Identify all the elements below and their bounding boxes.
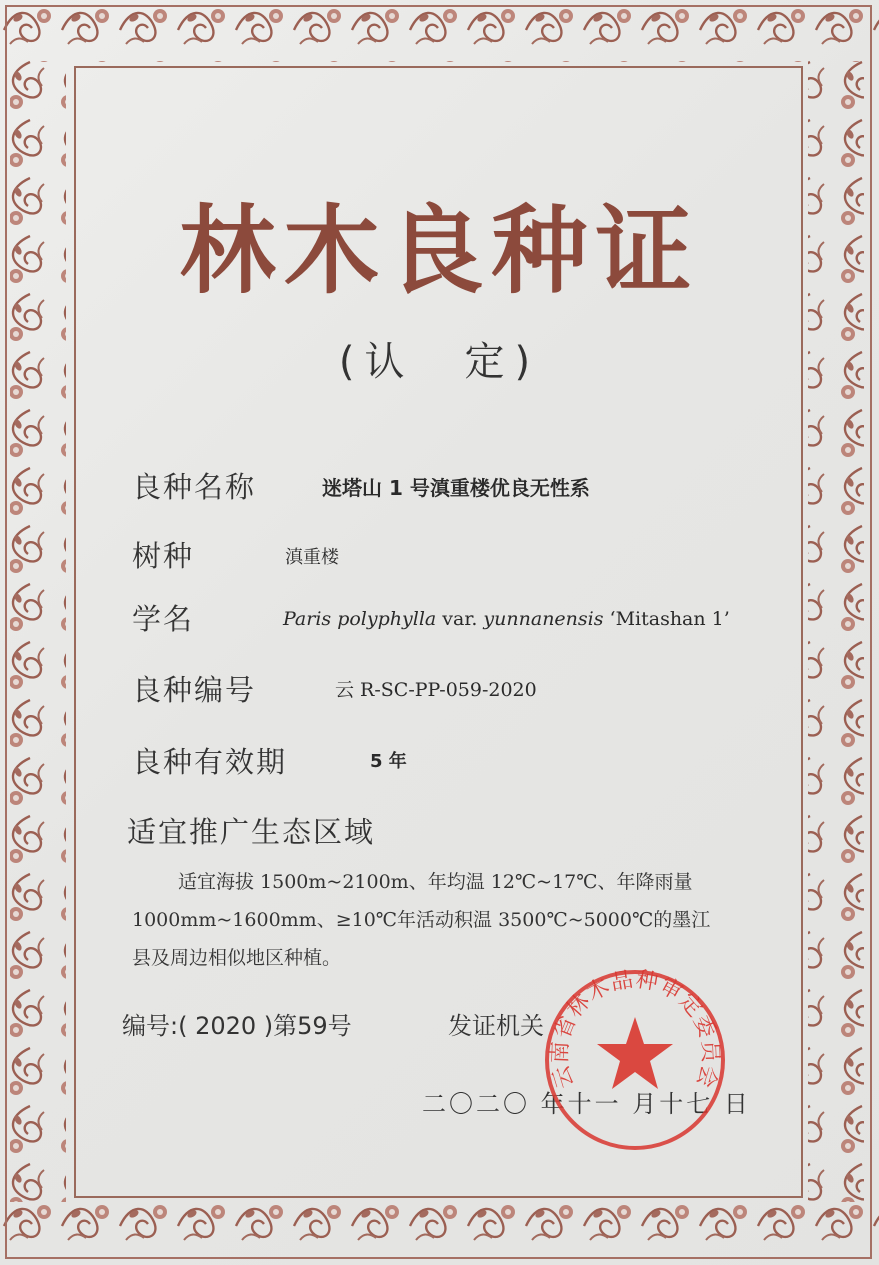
value-variety-number: 云 R-SC-PP-059-2020: [335, 679, 537, 701]
official-seal: [540, 965, 730, 1155]
value-tree-species: 滇重楼: [285, 547, 339, 568]
scientific-variety: yunnanensis: [483, 608, 604, 630]
label-variety-number: 良种编号: [132, 673, 257, 707]
issuing-authority-label: 发证机关: [448, 1012, 544, 1040]
region-line-3: 县及周边相似地区种植。: [132, 947, 342, 969]
region-line-1: 适宜海拔 1500m~2100m、年均温 12℃~17℃、年降雨量: [178, 871, 693, 893]
region-description: [132, 863, 732, 977]
certificate-title: 林木良种证: [179, 195, 700, 307]
label-tree-species: 树种: [132, 539, 195, 573]
issue-date: 二〇二〇 年十一 月十七 日: [422, 1090, 751, 1118]
value-variety-name: 迷塔山 1 号滇重楼优良无性系: [322, 476, 590, 500]
certificate-number: 编号:( 2020 )第59号: [122, 1012, 352, 1040]
svg-text:云南省林木品种审定委员会: 云南省林木品种审定委员会: [547, 967, 723, 1092]
region-line-2: 1000mm~1600mm、≥10℃年活动积温 3500℃~5000℃的墨江: [132, 909, 711, 931]
label-scientific-name: 学名: [132, 602, 195, 636]
certificate-subtitle: (认 定): [338, 339, 541, 385]
label-validity-period: 良种有效期: [132, 745, 288, 779]
scientific-cultivar: ‘Mitashan 1’: [603, 608, 730, 630]
scientific-genus-species: Paris polyphylla: [283, 608, 437, 630]
value-scientific-name: [283, 608, 730, 630]
value-validity-period: 5 年: [370, 751, 407, 772]
scientific-var: var.: [436, 608, 484, 630]
label-suitable-region: 适宜推广生态区域: [127, 815, 376, 849]
label-variety-name: 良种名称: [132, 470, 257, 504]
